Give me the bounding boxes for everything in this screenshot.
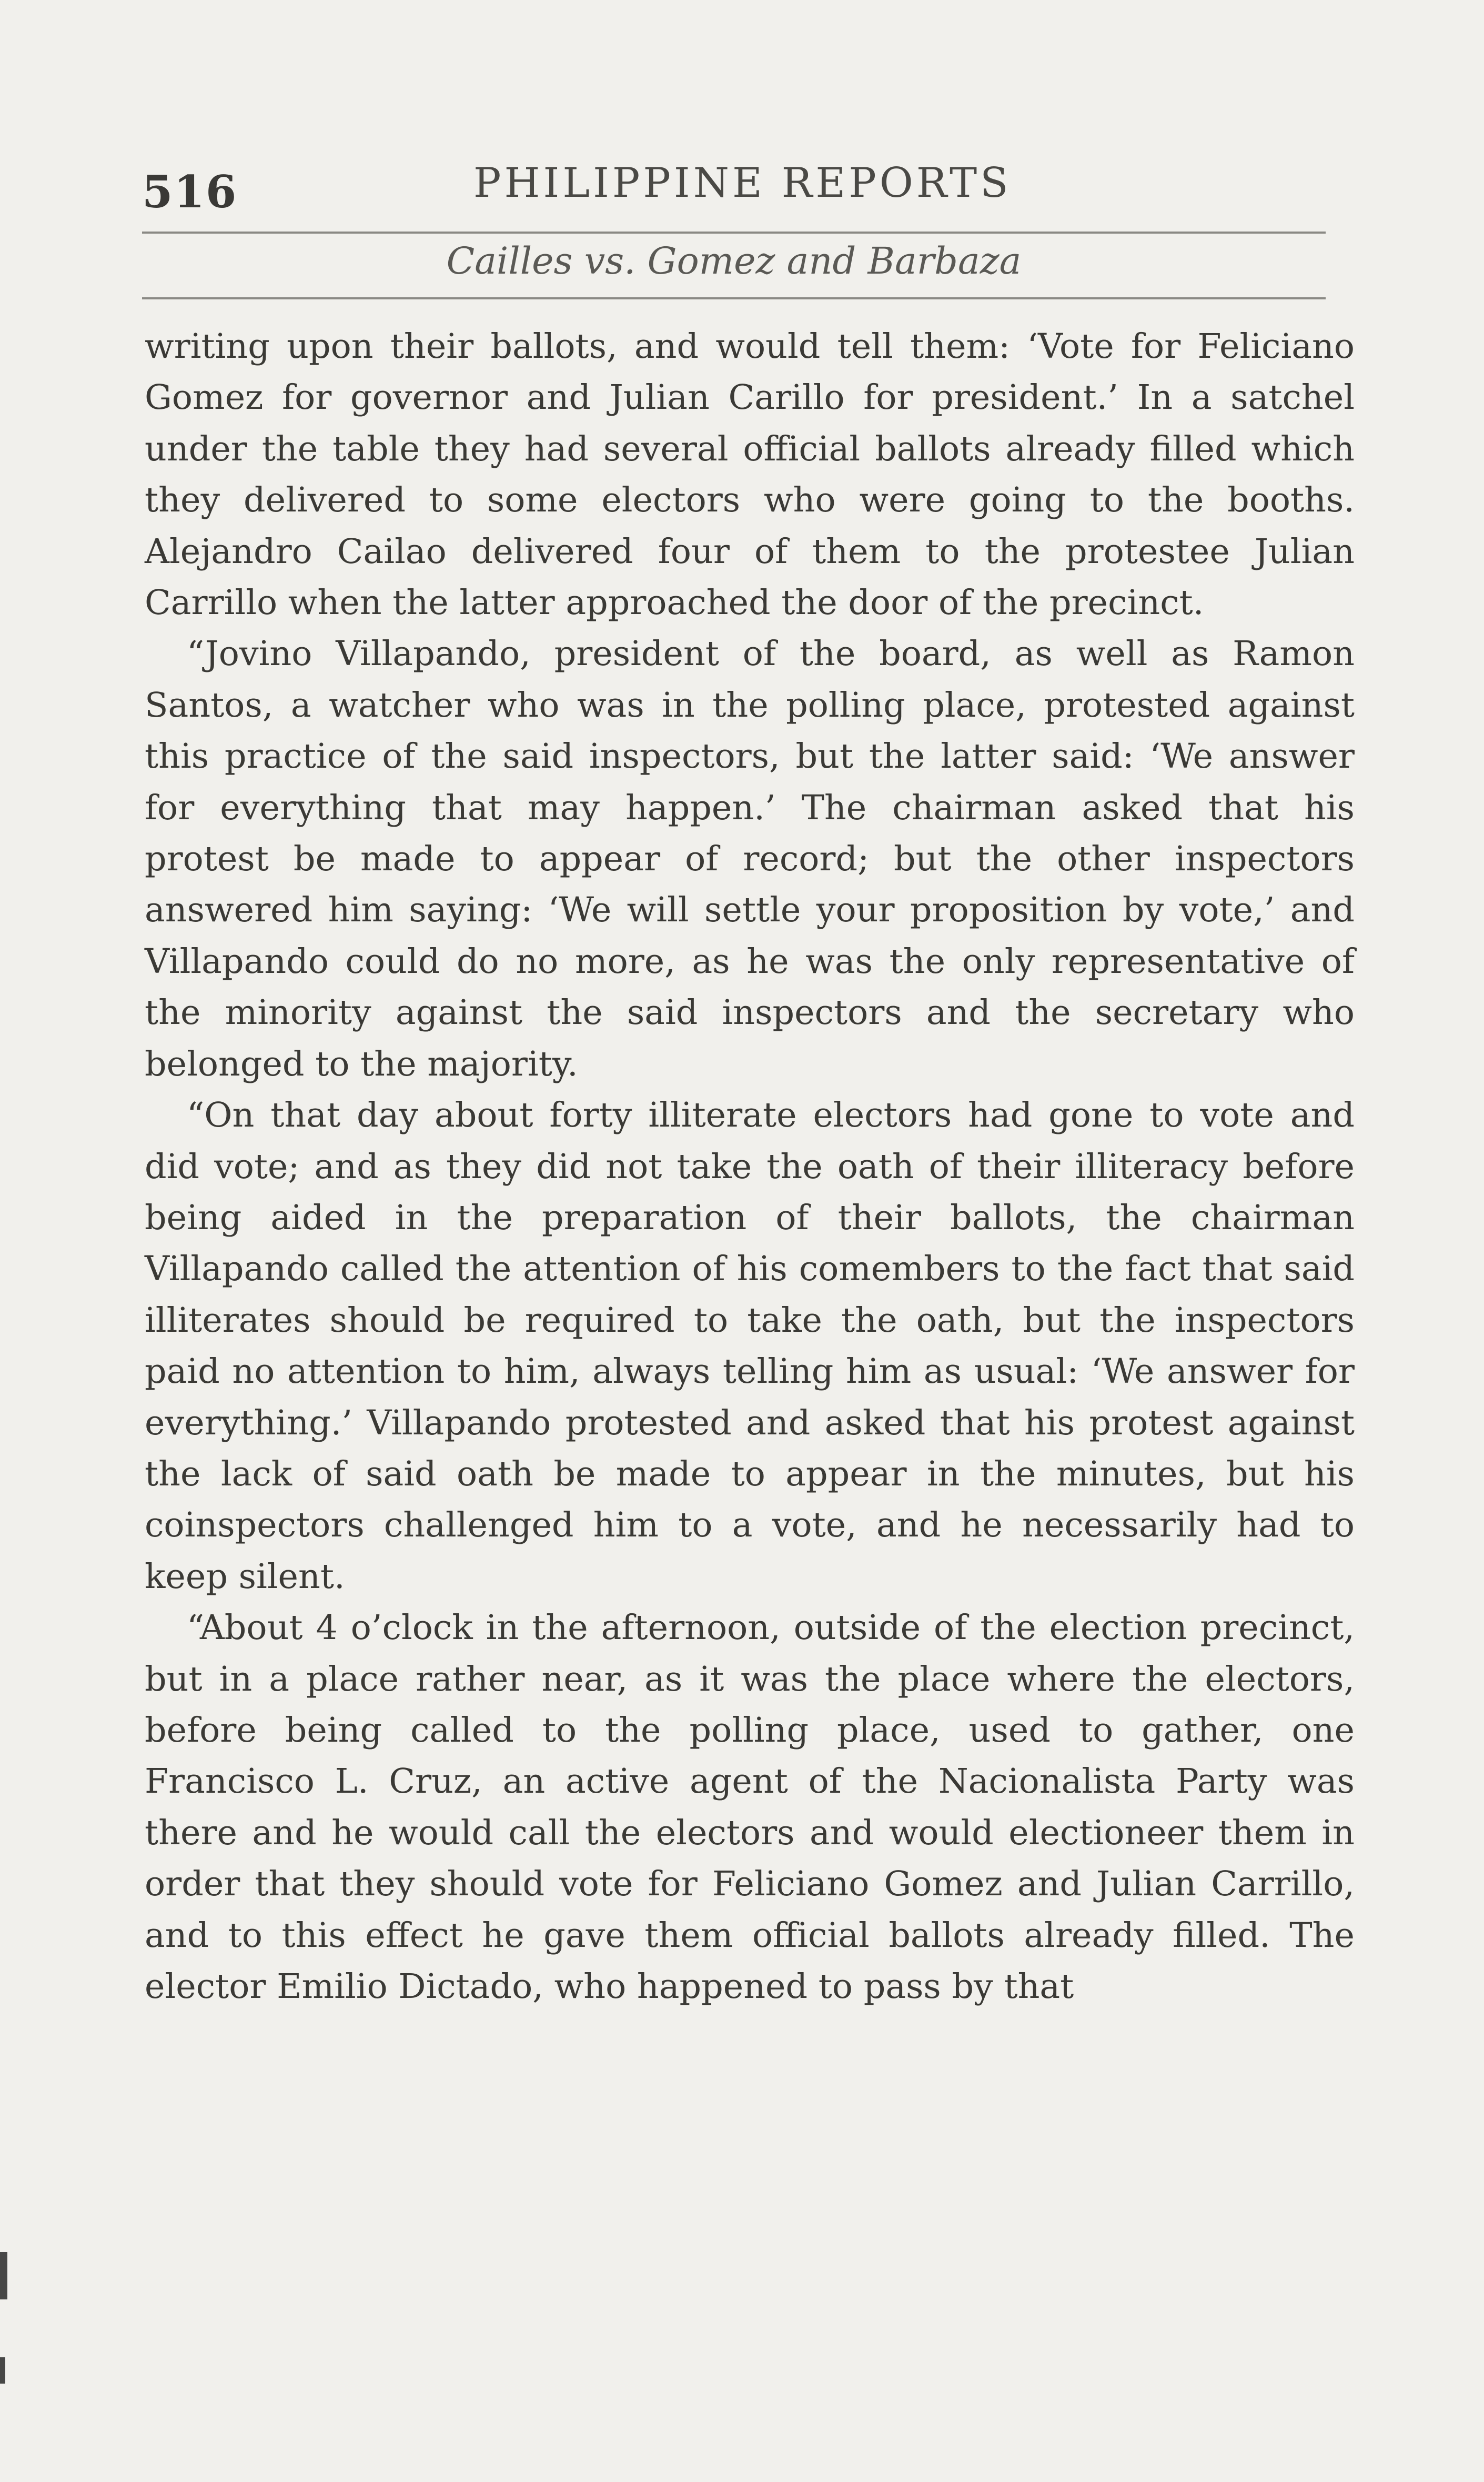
case-title: Cailles vs. Gomez and Barbaza xyxy=(446,239,1022,283)
page-header xyxy=(142,155,1326,218)
running-title: PHILIPPINE REPORTS xyxy=(473,159,1012,207)
header-rule-bottom xyxy=(142,297,1326,299)
body-text xyxy=(145,321,1355,2012)
header-rule-top xyxy=(142,232,1326,234)
binding-edge-marks xyxy=(0,2252,7,2410)
paragraph-4: “About 4 o’clock in the afternoon, outside of the election precinct, but in a place rather near, as it was the place where the electors, before being called to the polling place, used to gather, one Francisco L. Cruz, an active agent of the Nacionalista Party was there and he would call the electors and would electioneer them in order that they should vote for Feliciano Gomez and Julian Carrillo, and to this effect he gave them official ballots already filled. The elector Emilio Dictado, who happened to pass by that xyxy=(145,1608,1355,2006)
paragraph-1: writing upon their ballots, and would tell them: ‘Vote for Feliciano Gomez for governor and Julian Carillo for president.’ In a satchel under the table they had several official ballots already filled which they delivered to some electors who were going to the booths. Alejandro Cailao delivered four of them to the protestee Julian Carrillo when the latter approached the door of the precinct. xyxy=(145,327,1355,623)
page-number: 516 xyxy=(142,166,238,218)
paragraph-3: “On that day about forty illiterate electors had gone to vote and did vote; and as they did not take the oath of their illiteracy before being aided in the preparation of their ballots, the chairman Villapando called the attention of his comembers to the fact that said illiterates should be required to take the oath, but the inspectors paid no attention to him, always telling him as usual: ‘We answer for everything.’ Villapando protested and asked that his protest against the lack of said oath be made to appear in the minutes, but his coinspectors challenged him to a vote, and he necessarily had to keep silent. xyxy=(145,1096,1355,1596)
paragraph-2: “Jovino Villapando, president of the board, as well as Ramon Santos, a watcher who was in the polling place, protested against this practice of the said inspectors, but the latter said: ‘We answer for everything that may happen.’ The chairman asked that his protest be made to appear of record; but the other inspectors answered him saying: ‘We will settle your proposition by vote,’ and Villapando could do no more, as he was the only representative of the minority against the said inspectors and the secretary who belonged to the majority. xyxy=(145,634,1355,1084)
